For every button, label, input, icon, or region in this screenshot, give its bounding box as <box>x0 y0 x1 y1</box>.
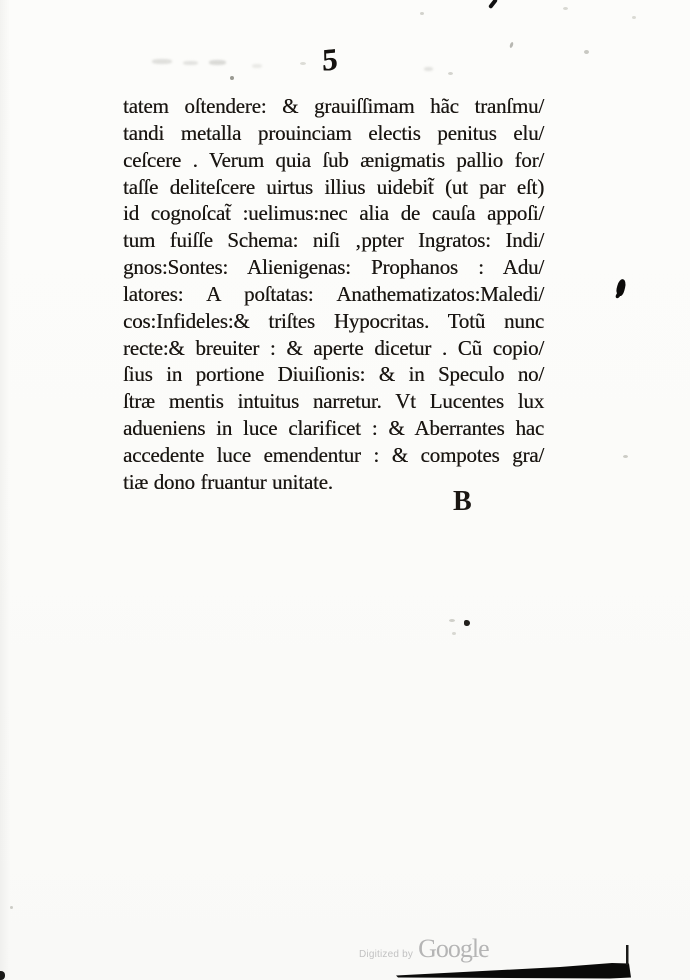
text-line: tandi metalla prouinciam electis penitus elu/ <box>123 120 544 145</box>
paper-speck <box>448 72 453 75</box>
paper-smudge <box>424 67 433 71</box>
text-line: tiæ dono fruantur unitate. <box>123 469 333 494</box>
text-line: tum fuiſſe Schema: niſi ‚ppter Ingratos: Indi/ <box>123 228 544 253</box>
google-watermark <box>359 936 489 962</box>
ink-speck <box>464 620 470 626</box>
text-line: taſſe deliteſcere uirtus illius uidebit̃ (ut par eſt) <box>123 174 544 199</box>
text-line: cos:Infideles:& triſtes Hypocritas. Totũ nunc <box>123 308 544 333</box>
paper-smudge <box>209 60 226 65</box>
text-line: latores: A poſtatas: Anathematizatos:Maledi/ <box>123 281 544 306</box>
paper-smudge <box>152 59 172 64</box>
paper-smudge <box>183 61 198 65</box>
paper-speck <box>230 76 234 80</box>
paper-speck <box>452 632 456 635</box>
text-line: gnos:Sontes: Alienigenas: Prophanos : Adu/ <box>123 255 544 280</box>
scan-artifact-corner <box>0 971 5 980</box>
scan-artifact-top-tick <box>488 0 498 9</box>
text-block <box>123 93 544 496</box>
ink-blot <box>615 278 627 296</box>
text-line: ceſcere . Verum quia ſub ænigmatis pallio for/ <box>123 147 544 172</box>
paper-smudge <box>252 64 262 68</box>
paper-speck <box>509 42 514 49</box>
paper-speck <box>563 7 568 10</box>
paper-speck <box>623 455 628 458</box>
text-line: tatem oſtendere: & grauiſſimam hãc tranſmu/ <box>123 94 544 118</box>
watermark-prefix-label: Digitized by <box>359 949 414 960</box>
paper-speck <box>632 16 636 19</box>
text-line: id cognoſcat̃ :uelimus:nec alia de cauſa appoſi/ <box>123 201 544 226</box>
paper-speck <box>420 12 424 15</box>
signature-mark: B <box>453 486 472 517</box>
text-line: ſius in portione Diuiſionis: & in Speculo no/ <box>123 362 544 387</box>
page-number: 5 <box>321 41 338 78</box>
text-line: adueniens in luce clarificet : & Aberrantes hac <box>123 416 544 441</box>
text-line: accedente luce emendentur : & compotes gra/ <box>123 442 544 467</box>
text-line: ſtræ mentis intuitus narretur. Vt Lucentes lux <box>123 389 544 414</box>
paper-speck <box>300 62 306 65</box>
paper-speck <box>10 906 13 909</box>
paper-speck <box>449 619 455 622</box>
google-logo: Google <box>418 934 489 963</box>
text-line: recte:& breuiter : & aperte dicetur . Cũ copio/ <box>123 335 544 360</box>
paper-speck <box>584 50 589 54</box>
